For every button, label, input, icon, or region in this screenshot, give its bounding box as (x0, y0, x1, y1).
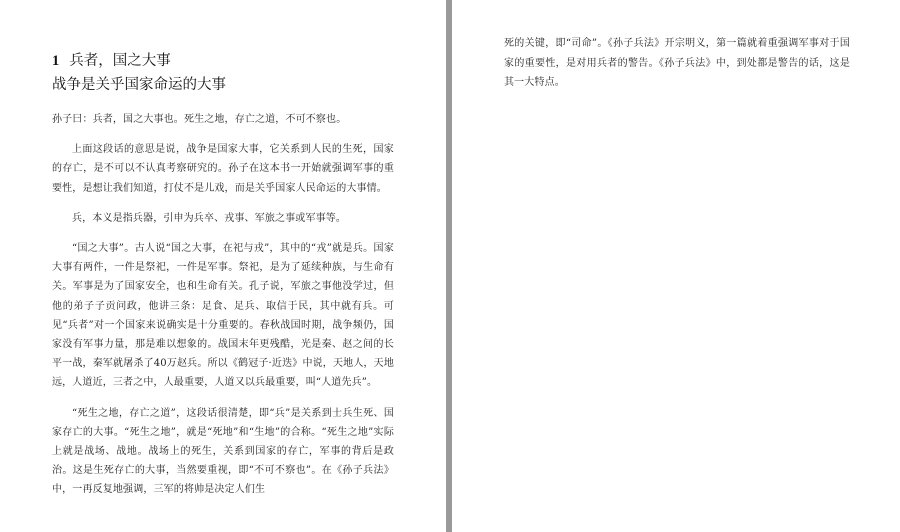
paragraph: 上面这段话的意思是说，战争是国家大事，它关系到人民的生死，国家的存亡，是不可以不认真考察研究的。孙子在这本书一开始就强调军事的重要性，是想让我们知道，打仗不是儿戏，而是关乎国家人民命运的大事情。 (52, 144, 394, 194)
left-text-block (52, 49, 394, 511)
chapter-title: 兵者，国之大事 (69, 53, 171, 69)
paragraph: “死生之地，存亡之道”，这段话很清楚，即“兵”是关系到士兵生死、国家存亡的大事。“死生之地”，就是“死地”和“生地”的合称。“死生之地”实际上就是战场、战地。战场上的死生，关系到国家的存亡，军事的背后是政治。这是生死存亡的大事，当然要重视，即“不可不察也”。在《孙子兵法》中，一再反复地强调，三军的将帅是决定人们生 (52, 407, 394, 496)
paragraph-quote: 孙子曰：兵者，国之大事也。死生之地，存亡之道，不可不察也。 (52, 114, 347, 125)
paragraph: “国之大事”。古人说“国之大事，在祀与戎”，其中的“戎”就是兵。国家大事有两件，一件是祭祀，一件是军事。祭祀，是为了延续种族，与生命有关。军事是为了国家安全，也和生命有关。孔子说，军旅之事他没学过，但他的弟子子贡问政，他讲三条：足食、足兵、取信于民，其中就有兵。可见“兵者”对一个国家来说确实是十分重要的。春秋战国时期，战争频仍，国家没有军事力量，那是难以想象的。战国末年更残酷，光是秦、赵之间的长平一战，秦军就屠杀了40万赵兵。所以《鹤冠子·近迭》中说，天地人，天地远，人道近，三者之中，人最重要，人道又以兵最重要，叫“人道先兵”。 (52, 243, 394, 389)
chapter-number: 1 (52, 53, 60, 69)
chapter-subtitle: 战争是关乎国家命运的大事 (52, 77, 226, 93)
right-text-block (504, 34, 850, 104)
page-right (452, 0, 900, 532)
paragraph: 兵，本义是指兵器，引申为兵卒、戎事、军旅之事或军事等。 (72, 212, 347, 224)
paragraph: 死的关键，即“司命”。《孙子兵法》开宗明义，第一篇就着重强调军事对于国家的重要性，是对用兵者的警告。《孙子兵法》中，到处都是警告的话，这是其一大特点。 (504, 38, 850, 88)
chapter-heading (52, 49, 394, 73)
page-left (0, 0, 446, 532)
